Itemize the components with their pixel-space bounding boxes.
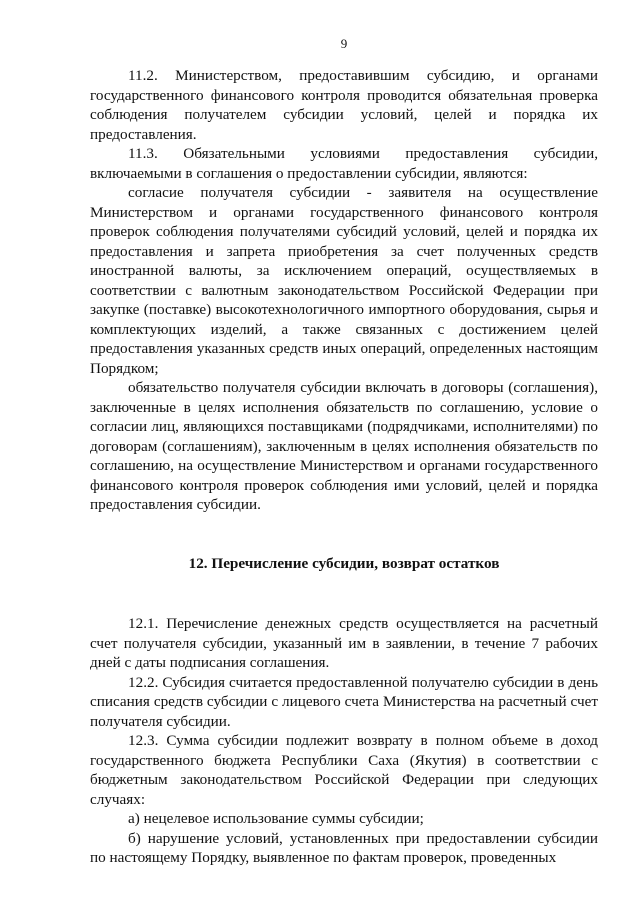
document-body (90, 66, 598, 868)
paragraph-11-3: 11.3. Обязательными условиями предоставления субсидии, включаемыми в соглашения о предоставлении субсидии, являются: (90, 145, 598, 182)
page-number: 9 (340, 36, 348, 51)
paragraph-obligation-clause: обязательство получателя субсидии включать в договоры (соглашения), заключенные в целях исполнения обязательств по соглашению, условие о согласии лиц, являющихся поставщиками (подрядчиками, исполнителями) по договорам (соглашениям), заключенным в целях исполнения обязательств по соглашению, на осуществление Министерством и органами государственного финансового контроля проверок соблюдения ими условий, целей и порядка предоставления субсидии. (90, 379, 598, 513)
paragraph-consent-clause: согласие получателя субсидии - заявителя на осуществление Министерством и органами государственного финансового контроля проверок соблюдения получателями субсидий условий, целей и порядка их предоставления и запрета приобретения за счет полученных средств иностранной валюты, за исключением операций, осуществляемых в соответствии с валютным законодательством Российской Федерации при закупке (поставке) высокотехнологичного импортного оборудования, сырья и комплектующих изделий, а также связанных с достижением целей предоставления указанных средств иных операций, определенных настоящим Порядком; (90, 184, 598, 377)
list-item-b: б) нарушение условий, установленных при предоставлении субсидии по настоящему Порядку, выявленное по фактам проверок, проведенных (90, 829, 598, 866)
paragraph-12-1: 12.1. Перечисление денежных средств осуществляется на расчетный счет получателя субсидии, указанный им в заявлении, в течение 7 рабочих дней с даты подписания соглашения. (90, 615, 598, 671)
paragraph-12-2: 12.2. Субсидия считается предоставленной получателю субсидии в день списания средств субсидии с лицевого счета Министерства на расчетный счет получателя субсидии. (90, 673, 598, 730)
list-item-a: а) нецелевое использование суммы субсидии; (128, 810, 424, 827)
paragraph-12-3: 12.3. Сумма субсидии подлежит возврату в полном объеме в доход государственного бюджета Республики Саха (Якутия) в соответствии с бюджетным законодательством Российской Федерации при следующих случаях: (90, 732, 598, 808)
section-heading: 12. Перечисление субсидии, возврат остатков (188, 554, 500, 572)
paragraph-11-2: 11.2. Министерством, предоставившим субсидию, и органами государственного финансового контроля проводится обязательная проверка соблюдения получателем субсидии условий, целей и порядка их предоставления. (90, 67, 598, 143)
